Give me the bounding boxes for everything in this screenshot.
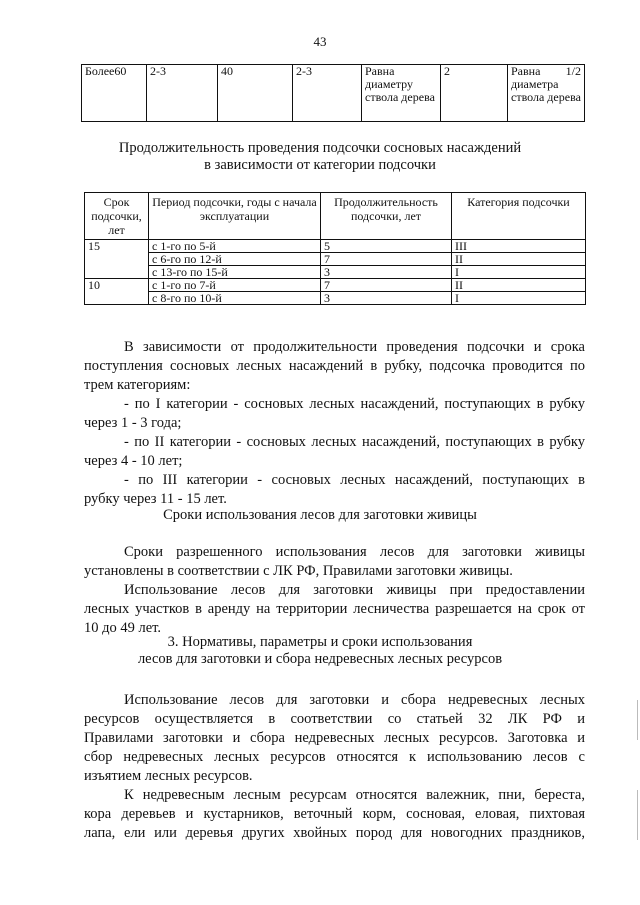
non-timber-paragraph: [84, 691, 585, 843]
text-line: Использование лесов для заготовки живицы при предоставлении: [124, 582, 585, 598]
section-heading: [0, 140, 640, 174]
heading-line: лесов для заготовки и сбора недревесных лесных ресурсов: [137, 651, 503, 667]
table-row: [85, 253, 586, 266]
text-line: установлены в соответствии с ЛК РФ, Правилами заготовки живицы.: [84, 563, 513, 579]
text-line: кора деревьев и кустарников, веточный корм, сосновая, еловая, пихтовая: [84, 806, 585, 822]
term-cell: 15: [85, 240, 149, 279]
text-line: - по II категории - сосновых лесных насаждений, поступающих в рубку: [124, 434, 585, 450]
text-line: В зависимости от продолжительности проведения подсочки и срока: [124, 339, 585, 355]
column-header: Категория подсочки: [452, 193, 586, 240]
period-cell: с 8-го по 10-й: [149, 292, 321, 305]
table-row: [82, 65, 585, 122]
resin-terms-paragraph: [84, 543, 585, 638]
duration-cell: 3: [321, 292, 452, 305]
section-heading: [0, 634, 640, 668]
table-cell: [508, 65, 585, 122]
category-cell: II: [452, 253, 586, 266]
page-number: 43: [313, 34, 327, 49]
table-row: [85, 292, 586, 305]
duration-cell: 5: [321, 240, 452, 253]
text-line: сбор недревесных лесных ресурсов относятся к использованию лесов с: [84, 749, 585, 765]
text-line: Сроки разрешенного использования лесов для заготовки живицы: [124, 544, 585, 560]
table-cell: Равна диаметру ствола дерева: [362, 65, 441, 122]
cell-text: Равна: [511, 64, 541, 78]
text-line: Использование лесов для заготовки и сбора недревесных лесных: [124, 692, 585, 708]
period-cell: с 13-го по 15-й: [149, 266, 321, 279]
text-line: трем категориям:: [84, 377, 191, 393]
period-cell: с 6-го по 12-й: [149, 253, 321, 266]
tapping-period-table: [84, 192, 586, 305]
table-row: [85, 266, 586, 279]
section-heading: Сроки использования лесов для заготовки живицы: [163, 507, 477, 523]
categories-paragraph: [84, 338, 585, 509]
table-cell: Более60: [82, 65, 147, 122]
text-line: изъятием лесных ресурсов.: [84, 768, 253, 784]
scan-edge-mark: [637, 700, 638, 740]
period-cell: с 1-го по 5-й: [149, 240, 321, 253]
text-line: Правилами заготовки и сбора недревесных лесных ресурсов. Заготовка и: [84, 730, 585, 746]
column-header: Продолжительность подсочки, лет: [321, 193, 452, 240]
text-line: поступления сосновых лесных насаждений в рубку, подсочка проводится по: [84, 358, 585, 374]
heading-line: Продолжительность проведения подсочки сосновых насаждений: [118, 140, 522, 156]
term-cell: 10: [85, 279, 149, 305]
duration-cell: 7: [321, 253, 452, 266]
text-line: через 1 - 3 года;: [84, 415, 182, 431]
text-line: К недревесным лесным ресурсам относятся валежник, пни, береста,: [124, 787, 585, 803]
cell-text: диаметра ствола дерева: [511, 77, 581, 104]
text-line: лапа, ели или деревья других хвойных пород для новогодних праздников,: [84, 825, 585, 841]
category-cell: II: [452, 279, 586, 292]
text-line: лесных участков в аренду на территории лесничества разрешается на срок от: [84, 601, 585, 617]
cell-text: 1/2: [565, 64, 581, 78]
category-cell: III: [452, 240, 586, 253]
text-line: 10 до 49 лет.: [84, 620, 162, 636]
table-cell: 40: [218, 65, 293, 122]
category-cell: I: [452, 266, 586, 279]
text-line: - по I категории - сосновых лесных насаждений, поступающих в рубку: [124, 396, 585, 412]
table-row: [85, 279, 586, 292]
heading-line: в зависимости от категории подсочки: [204, 157, 436, 173]
table-row: [85, 240, 586, 253]
table-cell: 2: [441, 65, 508, 122]
heading-line: 3. Нормативы, параметры и сроки использования: [167, 634, 473, 650]
duration-cell: 3: [321, 266, 452, 279]
table-cell: 2-3: [293, 65, 362, 122]
category-cell: I: [452, 292, 586, 305]
column-header: Срок подсочки, лет: [85, 193, 149, 240]
table-cell: 2-3: [147, 65, 218, 122]
column-header: Период подсочки, годы с начала эксплуатации: [149, 193, 321, 240]
duration-cell: 7: [321, 279, 452, 292]
continuation-table: [81, 64, 585, 122]
table-header-row: [85, 193, 586, 240]
text-line: рубку через 11 - 15 лет.: [84, 491, 227, 507]
text-line: - по III категории - сосновых лесных насаждений, поступающих в: [124, 472, 585, 488]
period-cell: с 1-го по 7-й: [149, 279, 321, 292]
text-line: через 4 - 10 лет;: [84, 453, 183, 469]
text-line: ресурсов осуществляется в соответствии со статьей 32 ЛК РФ и: [84, 711, 585, 727]
scan-edge-mark: [637, 790, 638, 840]
